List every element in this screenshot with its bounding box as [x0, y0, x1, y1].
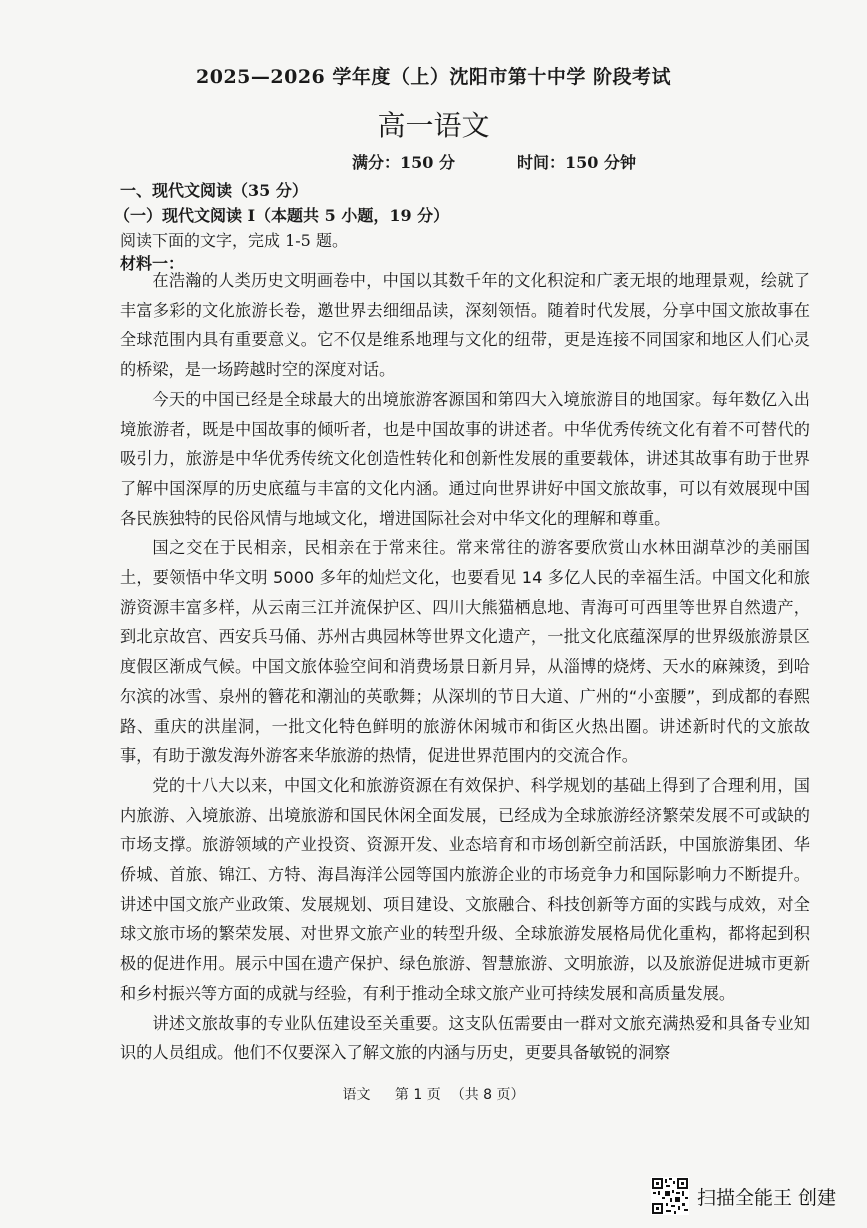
- subject-title: 高一语文: [377, 109, 490, 142]
- scanner-watermark-text: 扫描全能王 创建: [697, 1186, 837, 1209]
- reading-passage: [120, 266, 810, 1068]
- page-footer: [0, 1084, 867, 1104]
- paragraph: 今天的中国已经是全球最大的出境旅游客源国和第四大入境旅游目的地国家。每年数亿入出境旅游者，既是中国故事的倾听者，也是中国故事的讲述者。中华优秀传统文化有着不可替代的吸引力，旅游是中华优秀传统文化创造性转化和创新性发展的重要载体，讲述其故事有助于世界了解中国深厚的历史底蕴与丰富的文化内涵。通过向世界讲好中国文旅故事，可以有效展现中国各民族独特的民俗风情与地域文化，增进国际社会对中华文化的理解和尊重。: [120, 389, 810, 528]
- qr-code-icon: [651, 1177, 689, 1215]
- full-score: 满分：150 分: [352, 153, 455, 172]
- footer-subject: 语文: [342, 1087, 371, 1103]
- footer-page-number: 第 1 页: [394, 1087, 441, 1103]
- scanner-watermark: [651, 1174, 836, 1218]
- section-title: 一、现代文阅读（35 分）: [120, 181, 308, 200]
- paragraph: 讲述文旅故事的专业队伍建设至关重要。这支队伍需要由一群对文旅充满热爱和具备专业知识的人员组成。他们不仅要深入了解文旅的内涵与历史，更要具备敏锐的洞察: [120, 1013, 810, 1063]
- paragraph: 国之交在于民相亲，民相亲在于常来往。常来常往的游客要欣赏山水林田湖草沙的美丽国土，要领悟中华文明 5000 多年的灿烂文化，也要看见 14 多亿人民的幸福生活。中国文化和旅游资源丰富多样，从云南三江并流保护区、四川大熊猫栖息地、青海可可西里等世界自然遗产，到北京故宫、西安兵马俑、苏州古典园林等世界文化遗产，一批文化底蕴深厚的世界级旅游景区度假区渐成气候。中国文旅体验空间和消费场景日新月异，从淄博的烧烤、天水的麻辣烫，到哈尔滨的冰雪、泉州的簪花和潮汕的英歌舞；从深圳的节日大道、广州的“小蛮腰”，到成都的春熙路、重庆的洪崖洞，一批文化特色鲜明的旅游休闲城市和街区火热出圈。讲述新时代的文旅故事，有助于激发海外游客来华旅游的热情，促进世界范围内的交流合作。: [120, 538, 810, 766]
- reading-instruction: 阅读下面的文字，完成 1-5 题。: [120, 231, 348, 250]
- subsection-title: （一）现代文阅读 I（本题共 5 小题，19 分）: [114, 206, 450, 225]
- material-label: 材料一：: [120, 254, 185, 273]
- footer-total-pages: （共 8 页）: [450, 1087, 525, 1103]
- paragraph: 在浩瀚的人类历史文明画卷中，中国以其数千年的文化积淀和广袤无垠的地理景观，绘就了丰富多彩的文化旅游长卷，邀世界去细细品读，深刻领悟。随着时代发展，分享中国文旅故事在全球范围内具有重要意义。它不仅是维系地理与文化的纽带，更是连接不同国家和地区人们心灵的桥梁，是一场跨越时空的深度对话。: [120, 271, 810, 380]
- exam-title: 2025—2026 学年度（上）沈阳市第十中学 阶段考试: [196, 66, 671, 88]
- paragraph: 党的十八大以来，中国文化和旅游资源在有效保护、科学规划的基础上得到了合理利用，国内旅游、入境旅游、出境旅游和国民休闲全面发展，已经成为全球旅游经济繁荣发展不可或缺的市场支撑。旅游领域的产业投资、资源开发、业态培育和市场创新空前活跃，中国旅游集团、华侨城、首旅、锦江、方特、海昌海洋公园等国内旅游企业的市场竞争力和国际影响力不断提升。讲述中国文旅产业政策、发展规划、项目建设、文旅融合、科技创新等方面的实践与成效，对全球文旅市场的繁荣发展、对世界文旅产业的转型升级、全球旅游发展格局优化重构，都将起到积极的促进作用。展示中国在遗产保护、绿色旅游、智慧旅游、文明旅游，以及旅游促进城市更新和乡村振兴等方面的成就与经验，有利于推动全球文旅产业可持续发展和高质量发展。: [120, 775, 810, 1003]
- exam-duration: 时间：150 分钟: [517, 153, 636, 172]
